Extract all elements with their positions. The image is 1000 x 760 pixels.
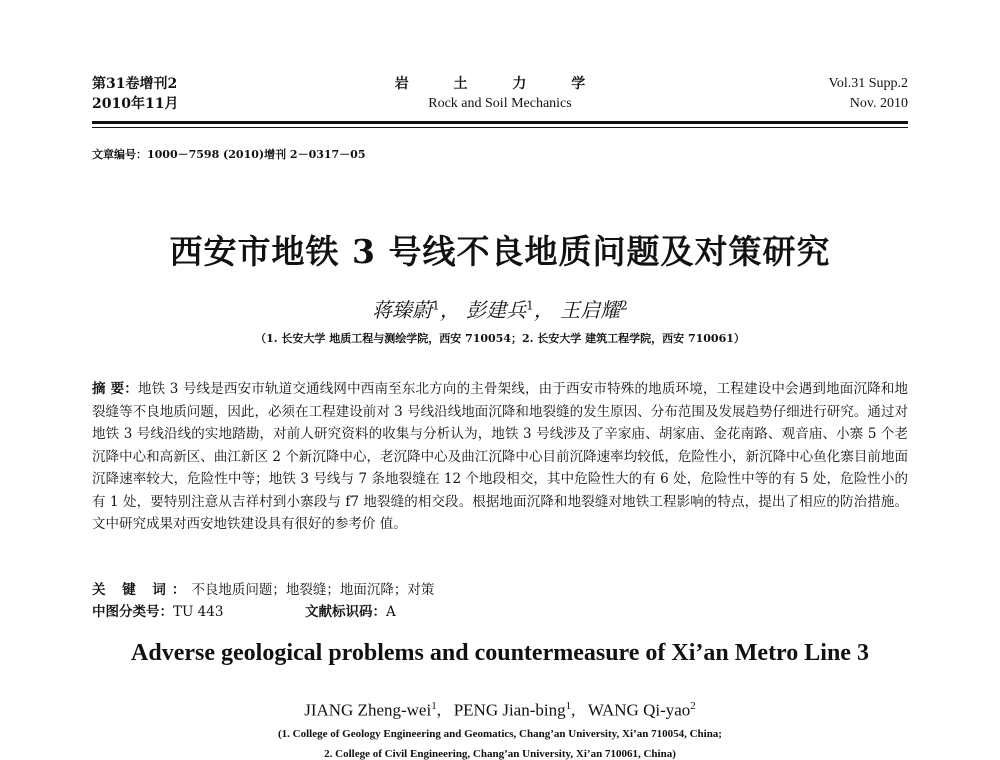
- volume-en: Vol.31 Supp.2: [828, 76, 908, 91]
- journal-name-cn: 岩 土 力 学: [394, 76, 606, 92]
- clc-number: [92, 600, 223, 620]
- author-en: JIANG Zheng-wei: [304, 700, 432, 720]
- affiliation-en-1: (1. College of Geology Engineering and Geomatics, Chang’an University, Xi’an 710054, China;: [278, 728, 722, 740]
- keywords-text: 不良地质问题；地裂缝；地面沉降；对策: [191, 582, 435, 598]
- author-sup: 2: [690, 700, 696, 712]
- abstract-label: 摘 要：: [92, 381, 138, 397]
- affiliation-cn: （1. 长安大学 地质工程与测绘学院，西安 710054；2. 长安大学 建筑工程学院，西安 710061）: [255, 332, 745, 345]
- clc-value: TU 443: [173, 604, 224, 620]
- abstract: [92, 378, 908, 536]
- doc-code-label: 文献标识码：: [305, 604, 386, 620]
- author-en: WANG Qi-yao: [587, 700, 691, 720]
- date-en: Nov. 2010: [849, 96, 908, 111]
- header-center: [300, 74, 700, 114]
- author-cn: 王启耀: [560, 298, 621, 322]
- abstract-text: 地铁 3 号线是西安市轨道交通线网中西南至东北方向的主骨架线，由于西安市特殊的地质环境，工程建设中会遇到地面沉降和地裂缝等不良地质问题，因此，必须在工程建设前对 3 号线沿线地面沉降和地裂缝的发生原因、分布范围及发展趋势仔细进行研究。通过对地铁 3 号线沿线的实地踏勘，对前人研究资料的收集与分析认为，地铁 3 号线涉及了辛家庙、胡家庙、金花南路、观音庙、小寨 5 个老沉降中心和高新区、曲江新区 2 个新沉降中心，老沉降中心及曲江沉降中心目前沉降速率均较低，危险性小，新沉降中心鱼化寨目前地面沉降速率较大，危险性中等；地铁 3 号线与 7 条地裂缝在 12 个地段相交，其中危险性大的有 6 处，危险性中等的有 5 处，危险性小的有 1 处，要特别注意从吉祥村到小寨段与 f7 地裂缝的相交段。根据地面沉降和地裂缝对地铁工程影响的特点，提出了相应的防治措施。文中研究成果对西安地铁建设具有很好的参考价 值。: [92, 381, 909, 532]
- author-cn: 彭建兵: [466, 298, 527, 322]
- author-cn: 蒋臻蔚: [372, 298, 433, 322]
- header-right: [829, 74, 908, 114]
- authors-en: JIANG Zheng-wei$^1$, PENG Jian-bing$^1$, WANG Qi-yao$^2$: [304, 700, 696, 720]
- author-sup: 1: [526, 298, 534, 313]
- volume-cn: 第31卷增刊2: [92, 76, 178, 92]
- header-rule-thin: [92, 127, 908, 128]
- header-rule-thick: [92, 121, 908, 124]
- author-sup: 1: [431, 700, 437, 712]
- author-sup: 2: [620, 298, 628, 313]
- affiliation-en-2: 2. College of Civil Engineering, Chang’an University, Xi’an 710061, China): [324, 748, 676, 760]
- author-sup: 1: [432, 298, 440, 313]
- authors-cn: 蒋臻蔚$^1$， 彭建兵$^1$， 王启耀$^2$: [372, 298, 628, 322]
- keywords: [92, 578, 434, 598]
- title-cn: 西安市地铁 3 号线不良地质问题及对策研究: [169, 232, 831, 271]
- keywords-label: 关 键 词：: [92, 582, 192, 598]
- journal-name-en: Rock and Soil Mechanics: [428, 96, 572, 111]
- author-sup: 1: [565, 700, 572, 712]
- author-en: PENG Jian-bing: [453, 700, 566, 720]
- article-number: 文章编号：1000－7598 (2010)增刊 2－0317－05: [92, 148, 366, 161]
- title-en: Adverse geological problems and countermeasure of Xi’an Metro Line 3: [131, 640, 869, 666]
- clc-label: 中图分类号：: [92, 604, 173, 620]
- doc-code-value: A: [386, 604, 396, 620]
- document-code: [305, 600, 396, 620]
- header-left: [92, 74, 178, 114]
- date-cn: 2010年11月: [92, 96, 179, 112]
